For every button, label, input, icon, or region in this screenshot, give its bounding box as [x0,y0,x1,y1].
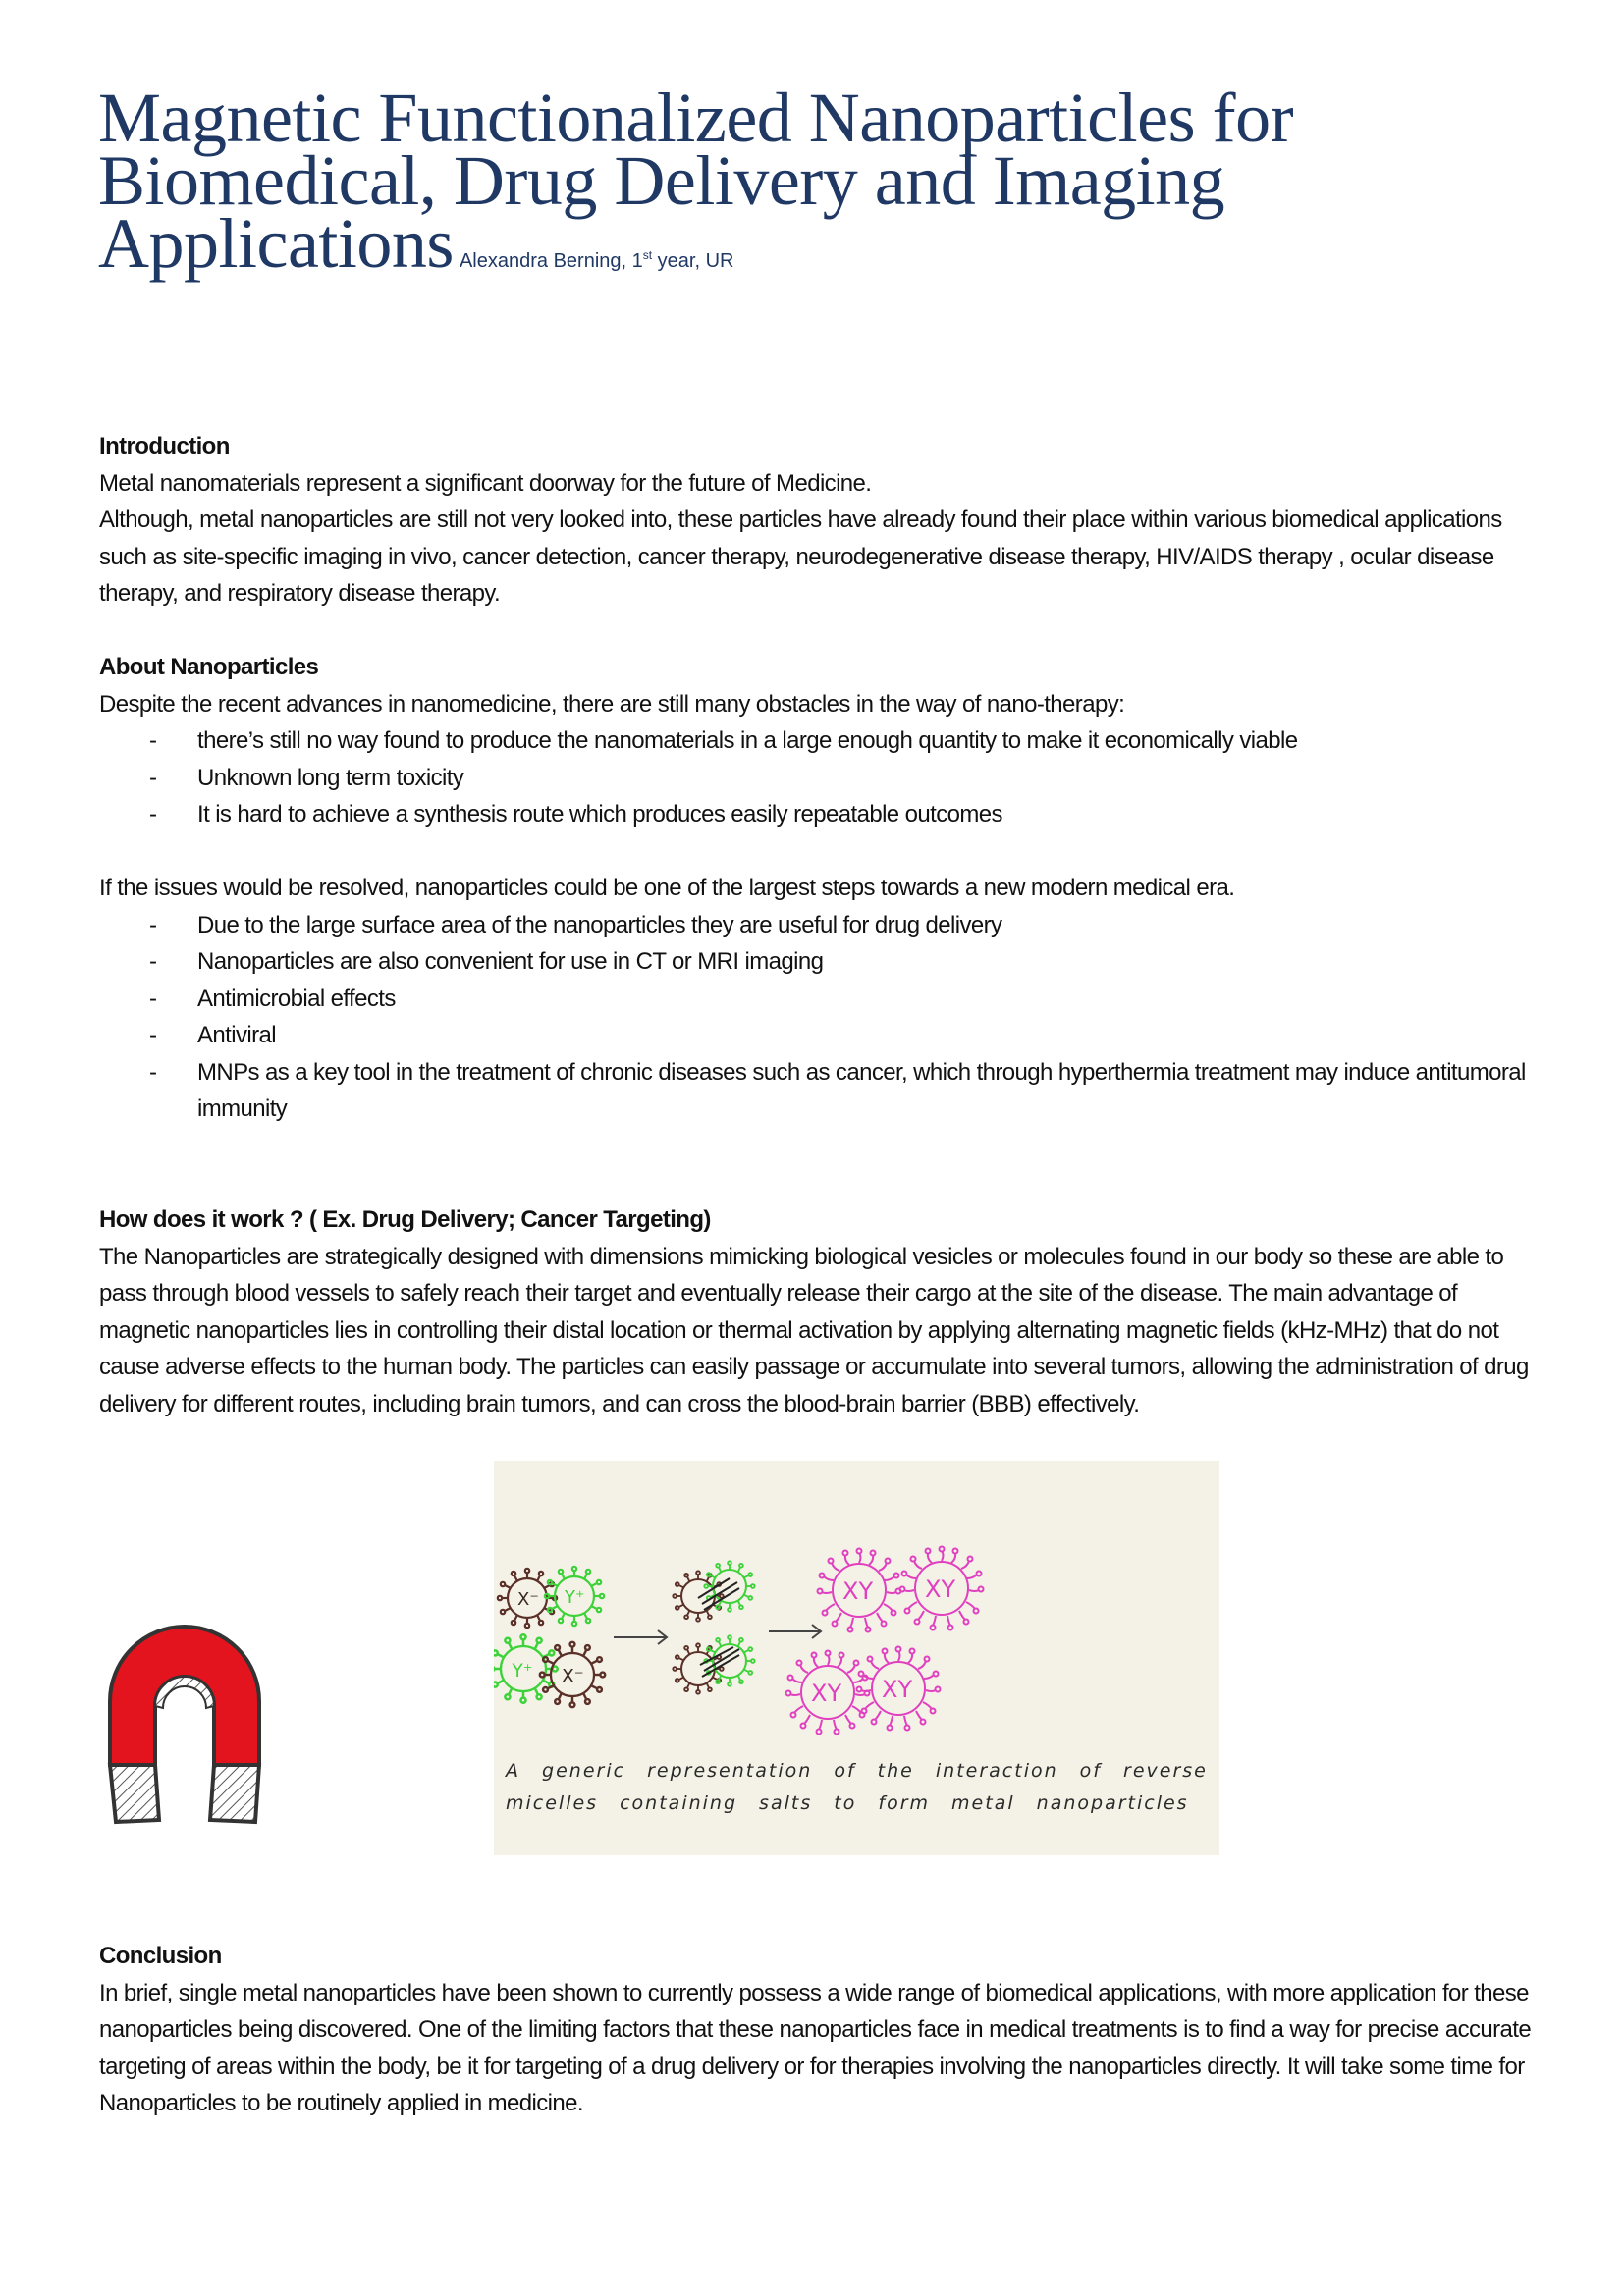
svg-text:X⁻: X⁻ [562,1666,584,1687]
dash-bullet: - [149,985,157,1012]
title-line-1: Magnetic Functionalized Nanoparticles for [98,79,1294,157]
list-item [99,760,1543,797]
title-line-3 [98,204,1522,293]
list-item-text: Due to the large surface area of the nanoparticles they are useful for drug delivery [197,911,1002,938]
conclusion-paragraph: In brief, single metal nanoparticles have been shown to currently possess a wide range of biomedical applications, with more application for these nanoparticles being discovered. One of the limiting factors that these nanoparticles face in medical treatments is to find a way for precise accurate targeting of areas within the body, be it for targeting of a drug delivery or for therapies involving the nanoparticles directly. It will take some time for Nanoparticles to be routinely applied in medicine. [99,1979,1532,2116]
dash-bullet: - [149,948,157,975]
heading-introduction: Introduction [99,433,230,459]
micelle-y-plus [545,1567,604,1626]
svg-text:XY: XY [925,1575,956,1603]
author-name: Alexandra Berning, 1 [459,250,643,272]
svg-text:Y⁺: Y⁺ [512,1661,533,1682]
author-suffix: year, UR [652,250,734,272]
list-item [99,1054,1543,1128]
intro-paragraph-2: Although, metal nanoparticles are still not very looked into, these particles have already found their place within various biomedical applications such as site-specific imaging in vivo, cancer detection, cancer therapy, neurodegenerative disease therapy, HIV/AIDS therapy , ocular disease therapy, and respiratory disease therapy. [99,507,1502,607]
list-item [99,722,1543,760]
svg-text:XY: XY [882,1676,913,1703]
how-it-works-paragraph: The Nanoparticles are strategically designed with dimensions mimicking biological vesicles or molecules found in our body so these are able to pass through blood vessels to safely reach their target and eventually release their cargo at the site of the disease. The main advantage of magnetic nanoparticles lies in controlling their distal location or thermal activation by applying alternating magnetic fields (kHz-MHz) that do not cause adverse effects to the human body. The particles can easily passage or accumulate into several tumors, allowing the administration of drug delivery for different routes, including brain tumors, and can cross the blood-brain barrier (BBB) effectively. [99,1243,1529,1417]
author-ordinal: st [642,248,653,262]
spacer [99,833,1543,871]
list-item-text: Antiviral [197,1022,276,1048]
caption-line-1: A generic representation of the interaction of reverse [506,1760,1208,1782]
svg-text:X⁻: X⁻ [517,1589,539,1610]
caption-line-2: micelles containing salts to form metal nanoparticles [506,1792,1189,1814]
heading-conclusion: Conclusion [99,1943,222,1969]
list-item-text: there’s still no way found to produce the nanomaterials in a large enough quantity to make it economically viable [197,727,1298,754]
list-item-text: Antimicrobial effects [197,985,396,1012]
figure-caption [506,1755,1213,1820]
dash-bullet: - [149,727,157,754]
dash-bullet: - [149,1022,157,1048]
heading-about: About Nanoparticles [99,654,319,680]
list-item [99,943,1543,981]
svg-text:XY: XY [811,1680,842,1707]
dash-bullet: - [149,911,157,938]
list-item [99,796,1543,833]
list-item-text: It is hard to achieve a synthesis route which produces easily repeatable outcomes [197,801,1002,828]
micelle-xy-product [900,1547,984,1630]
dash-bullet: - [149,1058,157,1086]
micelle-xy-product [818,1549,901,1632]
section-how-it-works [99,1201,1543,1422]
intro-paragraph-1: Metal nanomaterials represent a significant doorway for the future of Medicine. [99,469,872,497]
micelle-xy-product [857,1647,941,1731]
heading-how-it-works: How does it work ? ( Ex. Drug Delivery; Cancer Targeting) [99,1206,711,1233]
list-item [99,981,1543,1018]
micelle-xy-product [786,1651,870,1735]
micelle-figure [494,1461,1219,1855]
horseshoe-magnet-icon [98,1618,270,1829]
benefits-intro: If the issues would be resolved, nanoparticles could be one of the largest steps towards a new modern medical era. [99,875,1235,901]
list-item [99,907,1543,944]
fused-micelle-pair [673,1635,754,1693]
document-title [98,79,1522,293]
reaction-arrow [614,1630,667,1644]
svg-text:XY: XY [842,1577,874,1605]
list-item-text: Nanoparticles are also convenient for use in CT or MRI imaging [197,948,824,975]
obstacles-list [99,722,1543,833]
section-conclusion [99,1938,1543,2122]
micelle-y-plus [494,1634,558,1702]
author-byline [460,250,734,272]
fused-micelle-pair [673,1561,754,1621]
section-introduction [99,428,1543,613]
title-line-2: Biomedical, Drug Delivery and Imaging [98,141,1225,220]
section-about [99,649,1543,1128]
list-item-text: Unknown long term toxicity [197,764,464,791]
svg-text:Y⁺: Y⁺ [565,1587,585,1608]
about-intro: Despite the recent advances in nanomedicine, there are still many obstacles in the way of nano-therapy: [99,690,1125,718]
list-item [99,1017,1543,1054]
dash-bullet: - [149,801,157,828]
reaction-arrow [769,1625,821,1638]
title-line-3-text: Applications [98,204,454,283]
list-item-text: MNPs as a key tool in the treatment of chronic diseases such as cancer, which through hyperthermia treatment may induce antitumoral immunity [197,1058,1526,1122]
dash-bullet: - [149,764,157,791]
benefits-list [99,907,1543,1128]
